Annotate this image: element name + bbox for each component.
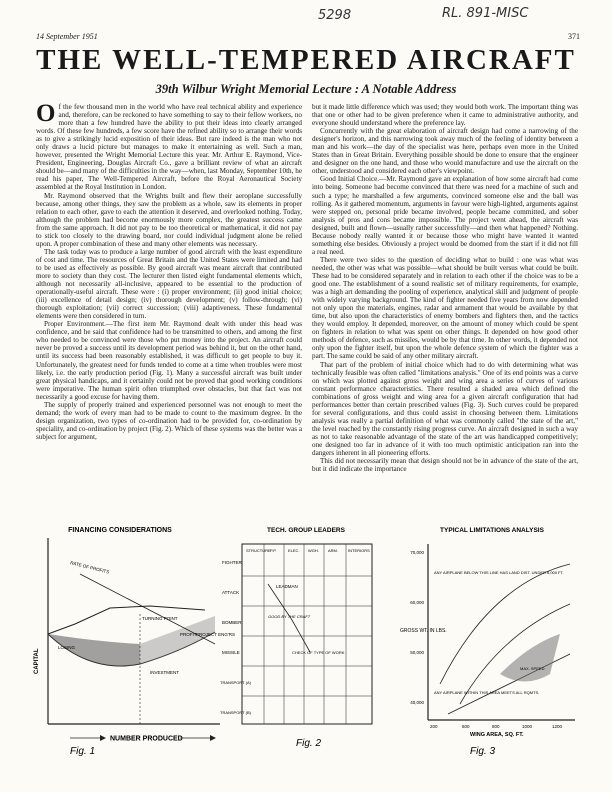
figures-strip	[30, 524, 586, 780]
fig3-xlabel: WING AREA, SQ. FT.	[470, 732, 524, 738]
fig3-label-max-speed: MAX. SPEED	[520, 666, 545, 671]
fig1-label-profit: PROFIT	[180, 632, 197, 637]
fig2-col-arm: ARM.	[328, 548, 338, 553]
paragraph: Mr. Raymond observed that the Wrights built and flew their aeroplane successfully because, among other things, they saw the problem as a whole, saw its elements in proper relation to each other, gave to each the attention it deserved, and overlooked nothing. Today, although the problem had become enormously more complex, the greatest success came from the same approach. It did not pay to be too theoretical or mathematical, it did not pay to stick too closely to the drawing board, nor could individual judgment alone be relied upon. A proper combination of these and many other elements was necessary.	[36, 191, 302, 248]
paragraph: Of the few thousand men in the world who have real technical ability and experience and, therefore, can be reckoned to have something to say to their fellow workers, no more than a few hundred have the ability to put their ideas into clearly arranged words. Of these few hundreds, a few score have the refined ability so to arrange their words as to give a strikingly lucid exposition of their ideas. But rare indeed is the man who not only draws a lucid picture but manages to make it entertaining as well. Such a man, however, presented the Wright Memorial Lecture this year. Mr. Arthur E. Raymond, Vice-President, Engineering, Douglas Aircraft Co., gave a brilliant review of what an aircraft should be—and many of the difficulties in the way—when, last Monday, September 10th, he read his paper, The Well-Tempered Aircraft, before the Royal Aeronautical Society assembled at the Royal Institution in London.	[36, 100, 302, 192]
issue-date: 14 September 1951	[36, 32, 98, 41]
fig2-col-elec: ELEC.	[288, 548, 300, 553]
fig3-x-tick: 800	[492, 724, 500, 729]
fig3-label-below-line: ANY AIRPLANE BELOW THIS LINE HAS LAND DIST. UNDER 6,000 FT.	[434, 570, 564, 575]
fig2-row-fighter: FIGHTER	[222, 560, 242, 565]
fig2-col-interiors: INTERIORS	[348, 548, 370, 553]
fig3-y-tick: 40,000	[410, 700, 424, 705]
fig3-y-tick: 60,000	[410, 600, 424, 605]
fig3-label-area: ANY AIRPLANE WITHIN THIS AREA MEETS ALL RQMTS.	[434, 690, 540, 695]
paragraph: There were two sides to the question of deciding what to build : one was what was needed, the other was what was possible—what should be built versus what could be built. These had to be considered separately and in relation to each other if the choice was to be a good one. The establishment of a sound realistic set of military requirements, for example, was a high art demanding the pooling of experience, analytical skill and judgment of people with widely varying background. The kind of fighter needed five years from now depended not only upon the materials, engines, radar and armament that would be available by that time, but also upon the characteristics of enemy bombers and fighters then, and the tactics they would employ. It depended, moreover, on the amount of money which could be spent on fighters in relation to what was spent on other things. It depended on how good other methods of defence, such as missiles, would be by that time. In other words, it depended not only upon the fighter itself, but upon the whole defence system of which the fighter was a part. The same could be said of any other military aircraft.	[312, 255, 578, 361]
figure-2	[196, 527, 372, 749]
paragraph: Concurrently with the great elaboration of aircraft design had come a narrowing of the designer's horizon, and this narrowing took away much of the feeling of identity between a man and his work—the day of the specialist was here, perhaps even more in the United States than in Great Britain. Everything possible should be done to ensure that the engineer and designer on the one hand, and those who would manufacture and use the aircraft on the other, understood and considered each other's viewpoint.	[312, 127, 578, 176]
figure-1	[34, 527, 220, 757]
article-title: THE WELL-TEMPERED AIRCRAFT	[36, 44, 576, 76]
text-column-right	[312, 103, 578, 473]
fig1-label-investment: INVESTMENT	[150, 670, 180, 675]
fig1-label-losing: LOSING	[58, 645, 76, 650]
fig3-x-tick: 600	[462, 724, 470, 729]
fig1-caption: Fig. 1	[70, 746, 96, 757]
fig1-label-rate: RATE OF PROFITS	[69, 560, 110, 575]
fig1-heading: FINANCING CONSIDERATIONS	[68, 527, 172, 534]
fig3-ylabel: GROSS WT. IN LBS.	[400, 628, 447, 634]
fig3-shaded-area	[500, 634, 560, 682]
fig3-y-tick: 70,000	[410, 550, 424, 555]
fig2-annotation-leadman: LEADMAN	[276, 584, 298, 589]
paragraph: Good Initial Choice.—Mr. Raymond gave an explanation of how some aircraft had come into being. Someone had become convinced that there was need for a machine of such and such a type; he marshalled a few arguments, convinced someone else and the ball was rolling. As it gathered momentum, arguments in favour were high-lighted, arguments against were stepped on, personal pride became involved, people became committed, and sober analysis of pros and cons became impossible. The project went ahead, the aircraft was designed, built and flown—usually rather successfully—and then what happened? Nothing. Because nobody really wanted it or because those who might have wanted it wanted something else besides. Obviously a project would be doomed from the start if it did not fill a real need.	[312, 175, 578, 256]
fig2-side-label: PROJECT ENG'RS	[196, 632, 236, 637]
fig2-annotation-check: CHECK OF TYPE OF WORK	[292, 650, 345, 655]
fig3-x-tick: 1200	[552, 724, 563, 729]
fig2-row-attack: ATTACK	[222, 590, 240, 595]
paragraph: That part of the problem of initial choice which had to do with determining what was technically feasible was often called "limitations analysis." One of its end points was a curve on which was plotted against gross weight and wing area a series of curves of various constant performance characteristics. There resulted a shaded area which defined the combinations of gross weight and wing area for a given aircraft configuration that had performances better than certain prescribed values (Fig. 3). Such curves could be prepared for several configurations, and thus could assist in choosing between them. Limitations analysis was really a partial definition of what was commonly called "the state of the art," the level reached by the constantly rising progress curve. An aircraft designed in such a way as not to take reasonable advantage of the state of the art was handicapped competitively; one designed too far in advance of it with too much optimistic anticipation ran into the dangers inherent in all pioneering efforts.	[312, 360, 578, 458]
handwritten-note-right: RL. 891-MISC	[442, 6, 529, 21]
fig1-losing-area	[48, 634, 140, 666]
fig2-col-wgh: WGH.	[308, 548, 319, 553]
fig3-x-tick: 1000	[522, 724, 533, 729]
fig2-annotation-craft: GOOD BY THE CRAFT	[268, 614, 311, 619]
fig2-row-missile: MISSILE	[222, 650, 240, 655]
handwritten-note-left: 5298	[318, 8, 352, 23]
fig3-x-tick: 200	[430, 724, 438, 729]
fig1-label-turning: TURNING POINT	[142, 616, 178, 621]
fig1-ylabel: CAPITAL	[34, 648, 40, 674]
figure-3	[400, 527, 575, 757]
fig1-profit-area	[140, 616, 215, 664]
fig3-caption: Fig. 3	[470, 746, 496, 757]
fig3-heading: TYPICAL LIMITATIONS ANALYSIS	[440, 527, 544, 534]
paragraph: but it made little difference which was used; they would both work. The important thing was that one or other had to be given preference when it came to administrative authority, and everyone should understand where the preference lay.	[312, 103, 578, 128]
paragraph: Proper Environment.—The first item Mr. Raymond dealt with under this head was confidence, and he said that confidence had to be transmitted to others, and among the first who needed to be convinced were those who put money into the project. An aircraft could never be proved a success until its development period was behind it, but on the other hand, until its success had been reasonably established, it was difficult to get people to buy it. Unfortunately, the greatest need for funds tended to come at a time when troubles were most likely, i.e. the early production period (Fig. 1). Many a successful aircraft was built under great physical handicaps, and it certainly could not be proved that good working conditions were imperative. The human spirit often triumphed over obstacles, but that fact was not necessarily a good excuse for having them.	[36, 320, 302, 401]
fig2-col-structure: STRUCTURE	[246, 548, 271, 553]
fig2-col-pp: P.P.	[270, 548, 277, 553]
text-column-left	[36, 100, 302, 441]
fig1-xlabel: NUMBER PRODUCED	[110, 735, 183, 743]
fig2-grid-frame	[242, 544, 372, 724]
fig2-heading: TECH. GROUP LEADERS	[267, 527, 345, 534]
article-subtitle: 39th Wilbur Wright Memorial Lecture : A Notable Address	[155, 82, 457, 96]
drop-cap: O	[36, 100, 56, 127]
fig2-row-transport-a: TRANSPORT (A)	[220, 680, 251, 685]
paragraph: This did not necessarily mean that design should not be in advance of the state of the art, but it did indicate the importance	[312, 457, 578, 474]
fig2-row-bomber: BOMBER	[222, 620, 242, 625]
page-number: 371	[568, 32, 580, 41]
fig2-row-transport-b: TRANSPORT (B)	[220, 710, 251, 715]
paragraph: The supply of properly trained and experienced personnel was not enough to meet the demand; the work of every man had to be made to count to the maximum degree. In the design organization, two types of co-ordination had to be provided for, co-ordination by speciality, and co-ordination by project (Fig. 2). Which of these systems was the better was a subject for argument,	[36, 400, 302, 441]
paragraph: The task today was to produce a large number of good aircraft with the least expenditure of cost and time. The resources of Great Britain and the United States were limited and had to be used as effectively as possible. By good aircraft was meant aircraft that contributed more to society than they cost. The lecturer then listed eight fundamental elements which, although not necessarily all-inclusive, appeared to be essential to the production of operationally-useful aircraft. These were : (i) proper environment; (ii) good initial choice; (iii) excellence of detail design; (iv) thorough development; (v) follow-through; (vi) thorough exploitation; (vii) correct succession; (viii) adaptiveness. These fundamental elements were then considered in turn.	[36, 247, 302, 321]
fig2-caption: Fig. 2	[296, 738, 322, 749]
fig3-y-tick: 50,000	[410, 650, 424, 655]
